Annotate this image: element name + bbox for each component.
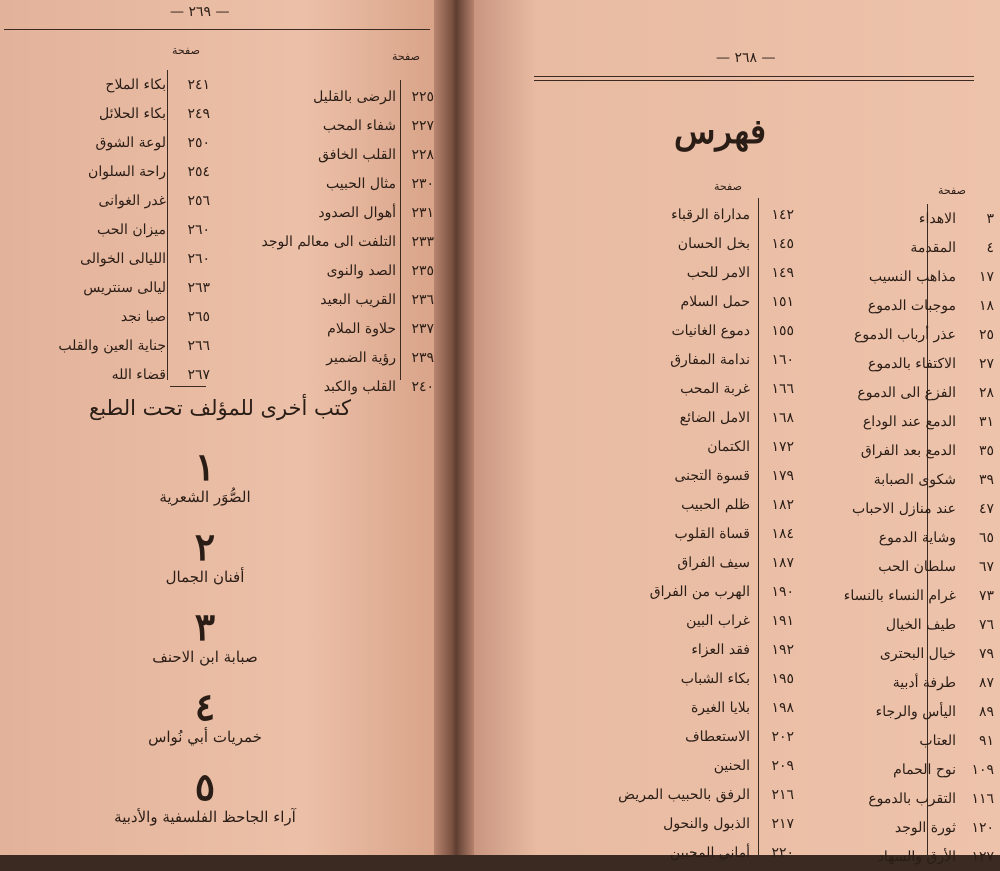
toc-page-number: ١٨٢ [771, 496, 794, 513]
book-gutter [434, 0, 474, 855]
toc-entry-title: بكاء الحلائل [99, 105, 166, 122]
toc-page-number: ١٧٩ [771, 467, 794, 484]
toc-entry [814, 639, 994, 668]
toc-page-number: ١٥٥ [771, 322, 794, 339]
toc-page-number: ٢٠٢ [771, 728, 794, 745]
toc-entry [814, 523, 994, 552]
toc-entry [4, 99, 210, 128]
toc-entry-title: نوح الحمام [893, 761, 956, 778]
header-rule [4, 29, 430, 30]
toc-page-number: ١٤٢ [771, 206, 794, 223]
toc-entry [594, 519, 794, 548]
toc-entry-title: سلطان الحب [878, 558, 956, 575]
toc-entry [226, 169, 434, 198]
toc-entry [594, 751, 794, 780]
toc-entry-title: صبا نجد [120, 308, 166, 325]
toc-page-number: ٢٤١ [187, 76, 210, 93]
book-number: ٣ [194, 604, 216, 649]
toc-column [814, 204, 994, 871]
toc-entry [814, 697, 994, 726]
toc-entry [594, 374, 794, 403]
toc-entry-title: خيال البحترى [879, 645, 956, 662]
toc-entry-title: غدر الغوانى [98, 192, 166, 209]
toc-page-number: ١٩١ [771, 612, 794, 629]
toc-entry [4, 360, 210, 389]
toc-page-number: ١٩٠ [771, 583, 794, 600]
toc-page-number: ١٩٥ [771, 670, 794, 687]
toc-page-number: ١٤٩ [771, 264, 794, 281]
toc-page-number: ٧٣ [978, 587, 994, 604]
page-title: فهرس [674, 112, 767, 152]
toc-entry [594, 229, 794, 258]
toc-entry [814, 842, 994, 871]
toc-entry [594, 548, 794, 577]
toc-entry-title: شكوى الصبابة [873, 471, 956, 488]
toc-page-number: ١٨ [978, 297, 994, 314]
toc-entry [594, 606, 794, 635]
toc-page-number: ٢٤٠ [411, 378, 434, 395]
toc-entry [594, 345, 794, 374]
toc-entry [814, 581, 994, 610]
toc-entry-title: شفاء المحب [322, 117, 396, 134]
toc-entry-title: مداراة الرقباء [671, 206, 750, 223]
toc-page-number: ١٢٧ [971, 848, 994, 865]
toc-entry-title: بكاء الملاح [105, 76, 166, 93]
toc-entry-title: التلفت الى معالم الوجد [261, 233, 396, 250]
toc-column [226, 82, 434, 401]
toc-entry-title: أهوال الصدود [318, 204, 396, 221]
toc-entry-title: ندامة المفارق [670, 351, 750, 368]
toc-entry [4, 128, 210, 157]
separator-rule [170, 386, 206, 387]
toc-page-number: ١٥١ [771, 293, 794, 310]
toc-entry-title: اليأس والرجاء [875, 703, 956, 720]
toc-entry-title: الحنين [713, 757, 750, 774]
toc-entry-title: غربة المحب [680, 380, 750, 397]
toc-page-number: ٨٩ [978, 703, 994, 720]
toc-page-number: ٢٣٣ [411, 233, 434, 250]
toc-page-number: ١٩٢ [771, 641, 794, 658]
toc-page-number: ٢٥ [978, 326, 994, 343]
toc-page-number: ٦٥ [978, 529, 994, 546]
toc-page-number: ١٨٤ [771, 525, 794, 542]
toc-entry [594, 693, 794, 722]
toc-entry [594, 258, 794, 287]
toc-entry [594, 200, 794, 229]
toc-page-number: ١٢٠ [971, 819, 994, 836]
toc-entry [594, 635, 794, 664]
toc-page-number: ٢٢٧ [411, 117, 434, 134]
header-rule [534, 76, 974, 77]
toc-entry [814, 465, 994, 494]
toc-entry-title: قسوة التجنى [674, 467, 750, 484]
toc-column [594, 200, 794, 867]
toc-page-number: ٢٢٨ [411, 146, 434, 163]
toc-entry-title: ثورة الوجد [894, 819, 956, 836]
toc-entry [594, 432, 794, 461]
toc-entry [814, 784, 994, 813]
toc-entry [814, 813, 994, 842]
toc-entry-title: الفزع الى الدموع [857, 384, 956, 401]
toc-page-number: ٢٤٩ [187, 105, 210, 122]
toc-entry [594, 403, 794, 432]
toc-page-number: ٢٦٠ [187, 250, 210, 267]
toc-page-number: ١٦٦ [771, 380, 794, 397]
toc-entry [814, 726, 994, 755]
toc-entry [594, 577, 794, 606]
toc-entry-title: موجبات الدموع [867, 297, 956, 314]
toc-page-number: ٢٦٣ [187, 279, 210, 296]
toc-entry-title: بلايا الغيرة [690, 699, 750, 716]
column-header: صفحة [938, 184, 966, 197]
toc-entry-title: قضاء الله [111, 366, 166, 383]
toc-page-number: ١٨٧ [771, 554, 794, 571]
toc-entry [814, 436, 994, 465]
toc-page-number: ١٧ [978, 268, 994, 285]
toc-page-number: ٣٩ [978, 471, 994, 488]
toc-page-number: ١٦٠ [771, 351, 794, 368]
toc-page-number: ٢٧ [978, 355, 994, 372]
toc-page-number: ١٦٨ [771, 409, 794, 426]
toc-page-number: ٢٥٠ [187, 134, 210, 151]
toc-entry-title: الامل الضائع [679, 409, 750, 426]
right-page [474, 0, 1000, 865]
toc-entry-title: حلاوة الملام [327, 320, 396, 337]
book-title: صبابة ابن الاحنف [152, 648, 258, 666]
header-rule [534, 80, 974, 81]
toc-page-number: ٢٢٥ [411, 88, 434, 105]
column-header: صفحة [172, 44, 200, 57]
toc-entry-title: بخل الحسان [677, 235, 750, 252]
toc-entry-title: الاهداء [918, 210, 956, 227]
toc-entry-title: الأرق والسهاد [877, 848, 956, 865]
toc-entry [814, 291, 994, 320]
toc-entry-title: وشاية الدموع [878, 529, 956, 546]
page-number: — ٢٦٩ — [170, 4, 230, 20]
toc-page-number: ٤٧ [978, 500, 994, 517]
toc-entry [226, 82, 434, 111]
toc-entry [594, 838, 794, 867]
toc-page-number: ٢٠٩ [771, 757, 794, 774]
toc-entry [814, 755, 994, 784]
toc-entry [814, 552, 994, 581]
toc-entry-title: الهرب من الفراق [649, 583, 750, 600]
toc-entry-title: الدمع عند الوداع [862, 413, 956, 430]
toc-page-number: ١١٦ [971, 790, 994, 807]
toc-entry [594, 490, 794, 519]
toc-entry [4, 302, 210, 331]
toc-page-number: ٨٧ [978, 674, 994, 691]
toc-entry-title: فقد العزاء [691, 641, 750, 658]
toc-entry-title: المقدمة [910, 239, 956, 256]
toc-entry [594, 809, 794, 838]
toc-entry-title: الرضى بالقليل [313, 88, 396, 105]
toc-entry [4, 273, 210, 302]
toc-page-number: ٢٦٥ [187, 308, 210, 325]
book-number: ٤ [194, 684, 216, 729]
toc-page-number: ٢٢٠ [771, 844, 794, 861]
toc-page-number: ٣٥ [978, 442, 994, 459]
toc-entry-title: عذر أرباب الدموع [854, 326, 956, 343]
toc-page-number: ١٠٩ [971, 761, 994, 778]
toc-entry [594, 780, 794, 809]
toc-entry-title: مذاهب النسيب [868, 268, 956, 285]
toc-entry-title: دموع الغانيات [671, 322, 750, 339]
toc-entry [814, 378, 994, 407]
toc-page-number: ٢٥٤ [187, 163, 210, 180]
toc-entry [226, 285, 434, 314]
other-books-heading: كتب أخرى للمؤلف تحت الطبع [89, 396, 351, 420]
toc-entry [226, 198, 434, 227]
toc-entry [814, 407, 994, 436]
toc-entry-title: حمل السلام [680, 293, 750, 310]
toc-entry-title: التقرب بالدموع [868, 790, 956, 807]
toc-entry [814, 349, 994, 378]
toc-entry [814, 233, 994, 262]
toc-entry-title: بكاء الشباب [680, 670, 750, 687]
toc-entry-title: عند منازل الاحباب [852, 500, 956, 517]
toc-entry-title: سيف الفراق [677, 554, 750, 571]
toc-entry-title: راحة السلوان [88, 163, 166, 180]
toc-entry-title: الصد والنوى [326, 262, 396, 279]
toc-page-number: ٢٣٧ [411, 320, 434, 337]
toc-entry-title: غرام النساء بالنساء [843, 587, 956, 604]
column-header: صفحة [714, 180, 742, 193]
toc-page-number: ٢٥٦ [187, 192, 210, 209]
toc-page-number: ٣١ [978, 413, 994, 430]
toc-page-number: ٢٨ [978, 384, 994, 401]
book-title: خمريات أبي نُواس [148, 728, 262, 746]
toc-entry-title: رؤية الضمير [326, 349, 396, 366]
toc-page-number: ٩١ [978, 732, 994, 749]
toc-entry-title: مثال الحبيب [326, 175, 396, 192]
toc-page-number: ١٩٨ [771, 699, 794, 716]
toc-page-number: ٢١٦ [771, 786, 794, 803]
toc-entry [814, 262, 994, 291]
toc-page-number: ٢١٧ [771, 815, 794, 832]
toc-entry [226, 111, 434, 140]
toc-entry-title: ميزان الحب [96, 221, 166, 238]
toc-page-number: ٢٦٧ [187, 366, 210, 383]
toc-entry [226, 140, 434, 169]
toc-entry [814, 204, 994, 233]
toc-entry-title: الليالى الخوالى [80, 250, 166, 267]
toc-entry-title: الاستعطاف [685, 728, 750, 745]
toc-page-number: ٢٣٥ [411, 262, 434, 279]
toc-entry [814, 668, 994, 697]
toc-entry [226, 343, 434, 372]
column-header: صفحة [392, 50, 420, 63]
book-number: ٥ [194, 764, 216, 809]
toc-page-number: ٤ [986, 239, 994, 256]
toc-page-number: ٣ [986, 210, 994, 227]
toc-page-number: ١٧٢ [771, 438, 794, 455]
book-number: ٢ [194, 524, 216, 569]
toc-entry-title: الكتمان [707, 438, 750, 455]
toc-entry-title: الذبول والنحول [663, 815, 750, 832]
toc-entry-title: الدمع بعد الفراق [860, 442, 956, 459]
book-title: آراء الجاحظ الفلسفية والأدبية [114, 808, 296, 826]
toc-entry-title: طرفة أدبية [892, 674, 956, 691]
toc-page-number: ٢٣٩ [411, 349, 434, 366]
toc-entry-title: غراب البين [686, 612, 750, 629]
toc-entry [4, 186, 210, 215]
toc-entry [594, 461, 794, 490]
book-title: أفنان الجمال [165, 568, 245, 586]
toc-page-number: ٧٦ [978, 616, 994, 633]
toc-page-number: ٢٣٦ [411, 291, 434, 308]
toc-entry [594, 287, 794, 316]
toc-page-number: ٢٦٦ [187, 337, 210, 354]
toc-entry [594, 316, 794, 345]
toc-entry [4, 244, 210, 273]
toc-entry-title: القلب والكبد [323, 378, 396, 395]
toc-page-number: ١٤٥ [771, 235, 794, 252]
toc-entry-title: جناية العين والقلب [58, 337, 166, 354]
toc-entry [594, 722, 794, 751]
book-title: الصُّوَر الشعرية [159, 488, 251, 506]
toc-entry-title: قساة القلوب [674, 525, 750, 542]
toc-entry [4, 215, 210, 244]
toc-entry [814, 320, 994, 349]
toc-page-number: ٢٦٠ [187, 221, 210, 238]
toc-entry-title: القلب الخافق [318, 146, 396, 163]
toc-entry [4, 157, 210, 186]
toc-entry-title: أماني المحبين [669, 844, 750, 861]
toc-page-number: ٢٣٠ [411, 175, 434, 192]
toc-entry [226, 256, 434, 285]
toc-entry [594, 664, 794, 693]
toc-entry-title: طيف الخيال [885, 616, 956, 633]
toc-entry-title: ليالى سنتريس [83, 279, 166, 296]
toc-entry-title: لوعة الشوق [95, 134, 166, 151]
toc-entry [814, 494, 994, 523]
toc-entry-title: القريب البعيد [320, 291, 396, 308]
toc-entry [814, 610, 994, 639]
book-number: ١ [194, 444, 216, 489]
toc-entry [226, 314, 434, 343]
toc-entry [4, 331, 210, 360]
toc-page-number: ٧٩ [978, 645, 994, 662]
toc-entry-title: ظلم الحبيب [681, 496, 750, 513]
page-number: — ٢٦٨ — [716, 50, 776, 66]
toc-column [4, 70, 210, 389]
toc-entry-title: الامر للحب [686, 264, 750, 281]
toc-entry [226, 227, 434, 256]
toc-entry-title: العتاب [919, 732, 956, 749]
toc-entry-title: الرفق بالحبيب المريض [618, 786, 750, 803]
left-page [0, 0, 434, 855]
toc-page-number: ٢٣١ [411, 204, 434, 221]
toc-entry [4, 70, 210, 99]
toc-entry-title: الاكتفاء بالدموع [867, 355, 956, 372]
toc-page-number: ٦٧ [978, 558, 994, 575]
